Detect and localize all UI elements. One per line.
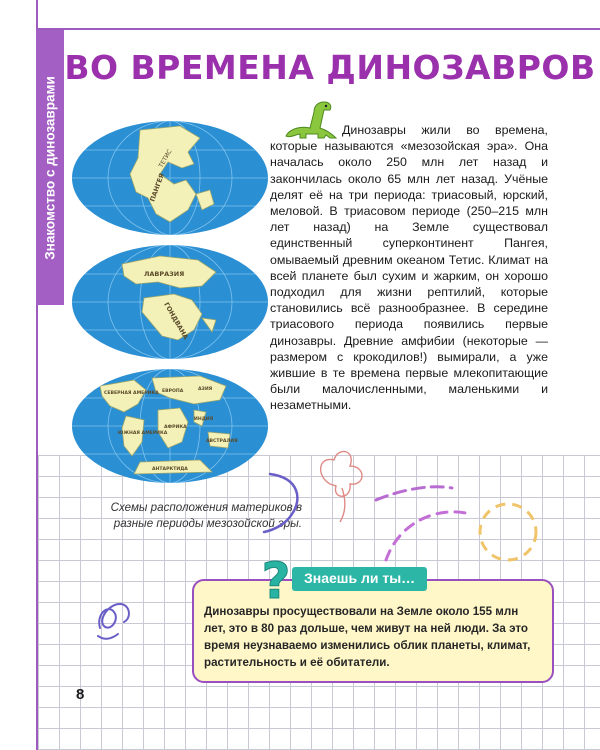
map-pangea [70, 118, 270, 238]
map3-label-0: СЕВЕРНАЯ АМЕРИКА [104, 391, 159, 396]
section-label: Знакомство с динозаврами [42, 76, 58, 260]
did-you-know-text: Динозавры просуществовали на Земле около 155 млн лет, это в 80 раз дольше, чем живут на ней люди. За это время неузнаваемо изменились облик планеты, климат, растительность и её обитатели. [204, 605, 531, 669]
main-paragraph [270, 122, 548, 414]
page-frame-top [36, 0, 600, 30]
question-mark-icon [255, 552, 297, 608]
map3-label-3: ЮЖНАЯ АМЕРИКА [118, 431, 168, 436]
map3-label-7: АНТАРКТИДА [152, 467, 188, 472]
map2-label-0: ЛАВРАЗИЯ [144, 270, 185, 278]
continent-maps [70, 118, 270, 488]
page-number: 8 [76, 686, 85, 703]
did-you-know-title: Знаешь ли ты… [292, 567, 427, 591]
map2-label-1: ГОНДВАНА [162, 301, 190, 341]
map3-label-6: АВСТРАЛИЯ [206, 439, 238, 444]
svg-text:?: ? [261, 552, 291, 608]
map3-label-2: АЗИЯ [198, 387, 213, 392]
map1-label-1: ПАНГЕЯ [148, 172, 166, 203]
did-you-know-box [192, 570, 554, 683]
maps-caption: Схемы расположения материков в разные периоды мезозойской эры. [110, 501, 302, 530]
map3-label-1: ЕВРОПА [162, 389, 184, 394]
map3-label-5: ИНДИЯ [194, 417, 214, 422]
map3-label-4: АФРИКА [164, 425, 187, 430]
main-paragraph-text: Динозавры жили во времена, которые называются «мезозойская эра». Она началась около 250 млн лет назад и закончилась около 65 млн лет назад. Учёные делят её на три периода: триасовый, юрский, меловой. В триасовом периоде (250–215 млн лет назад) на Земле существовал единственный суперконтинент Пангея, омываемый древним океаном Тетис. Климат на всей планете был сухим и жарким, он хорошо подходил для жизни рептилий, которые становились всё разнообразнее. В середине триасового периода появились первые динозавры. Древние амфибии (некоторые — размером с крокодилов!) вымирали, а уже жившие в те времена первые млекопитающие были малочисленными, маленькими и незаметными. [270, 123, 548, 413]
map1-label-0: ТЕТИС [157, 148, 174, 169]
map-cretaceous [70, 366, 270, 486]
map-laurasia-gondwana [70, 242, 270, 362]
page-title: ВО ВРЕМЕНА ДИНОЗАВРОВ [64, 48, 596, 87]
